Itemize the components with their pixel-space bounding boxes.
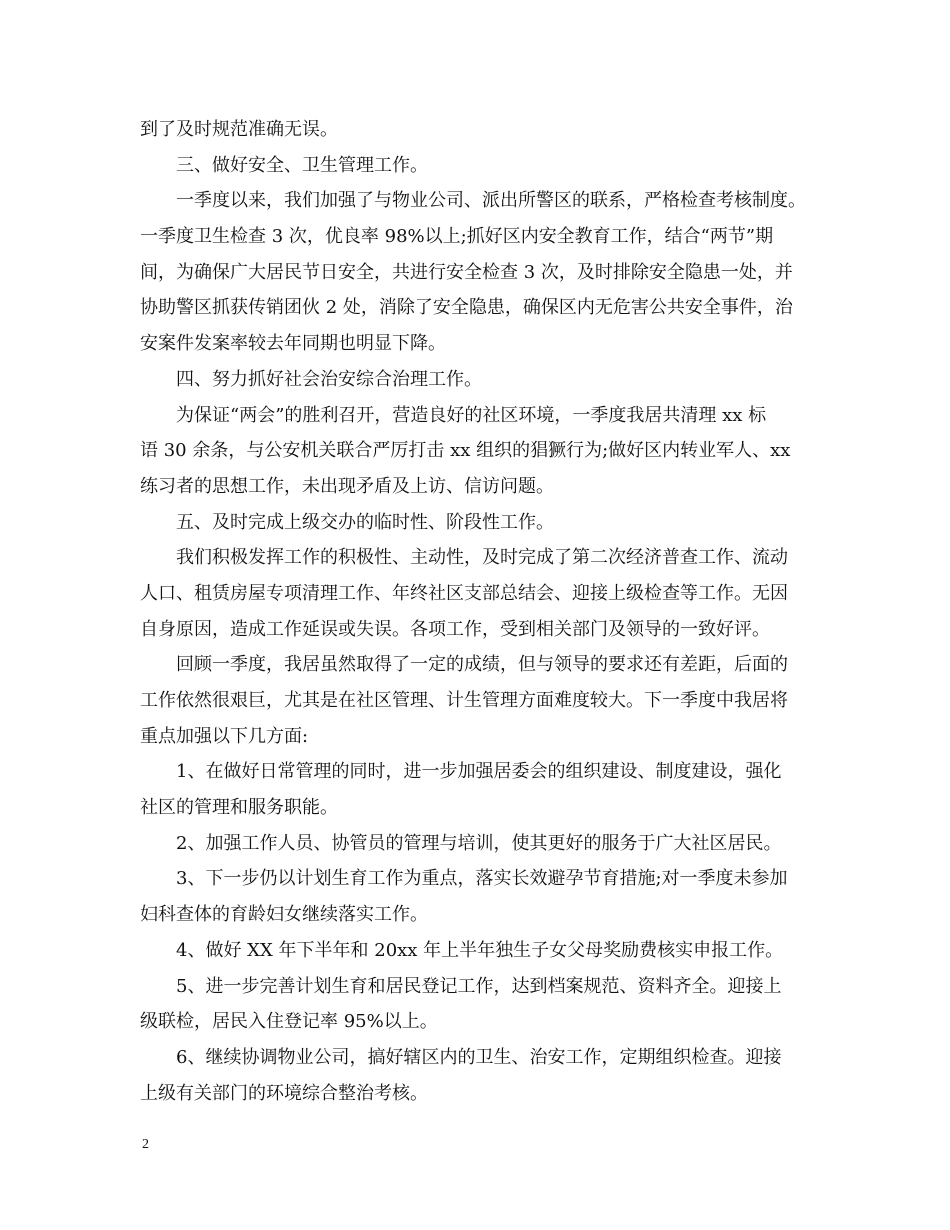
section-heading-3: 三、做好安全、卫生管理工作。 [176,154,428,176]
text-line: 安案件发案率较去年同期也明显下降。 [140,333,446,355]
text-line: 回顾一季度，我居虽然取得了一定的成绩，但与领导的要求还有差距，后面的 [176,654,788,676]
text-line: 我们积极发挥工作的积极性、主动性，及时完成了第二次经济普查工作、流动 [176,547,788,569]
text-line: 为保证“两会”的胜利召开，营造良好的社区环境，一季度我居共清理 xx 标 [176,404,767,426]
section-heading-4: 四、努力抓好社会治安综合治理工作。 [176,368,482,390]
text-line: 社区的管理和服务职能。 [140,797,338,819]
list-item-1: 1、在做好日常管理的同时，进一步加强居委会的组织建设、制度建设，强化 [176,761,782,783]
list-item-6: 6、继续协调物业公司，搞好辖区内的卫生、治安工作，定期组织检查。迎接 [176,1046,782,1068]
list-item-3: 3、下一步仍以计划生育工作为重点，落实长效避孕节育措施;对一季度未参加 [176,868,788,890]
text-line: 自身原因，造成工作延误或失误。各项工作，受到相关部门及领导的一致好评。 [140,618,770,640]
list-item-4: 4、做好 XX 年下半年和 20xx 年上半年独生子女父母奖励费核实申报工作。 [176,939,784,961]
section-heading-5: 五、及时完成上级交办的临时性、阶段性工作。 [176,511,554,533]
text-line: 语 30 余条，与公安机关联合严厉打击 xx 组织的猖獗行为;做好区内转业军人、xx [140,440,791,462]
text-line: 工作依然很艰巨，尤其是在社区管理、计生管理方面难度较大。下一季度中我居将 [140,690,788,711]
text-line: 协助警区抓获传销团伙 2 处，消除了安全隐患，确保区内无危害公共安全事件，治 [140,297,793,319]
text-line: 人口、租赁房屋专项清理工作、年终社区支部总结会、迎接上级检查等工作。无因 [140,582,788,604]
list-item-5: 5、进一步完善计划生育和居民登记工作，达到档案规范、资料齐全。迎接上 [176,975,782,997]
text-line: 一季度卫生检查 3 次，优良率 98%以上;抓好区内安全教育工作，结合“两节”期 [140,226,774,248]
text-line: 练习者的思想工作，未出现矛盾及上访、信访问题。 [140,475,554,497]
list-item-2: 2、加强工作人员、协管员的管理与培训，使其更好的服务于广大社区居民。 [176,832,782,854]
text-line: 级联检，居民入住登记率 95%以上。 [140,1011,438,1033]
text-line: 妇科查体的育龄妇女继续落实工作。 [140,904,428,926]
document-body [140,112,816,1111]
text-line: 到了及时规范准确无误。 [140,119,338,140]
text-line: 重点加强以下几方面: [140,725,309,747]
text-line: 一季度以来，我们加强了与物业公司、派出所警区的联系，严格检查考核制度。 [176,190,806,212]
page-number: 2 [142,1137,149,1152]
text-line: 间，为确保广大居民节日安全，共进行安全检查 3 次，及时排除安全隐患一处，并 [140,261,793,283]
text-line: 上级有关部门的环境综合整治考核。 [140,1082,428,1104]
